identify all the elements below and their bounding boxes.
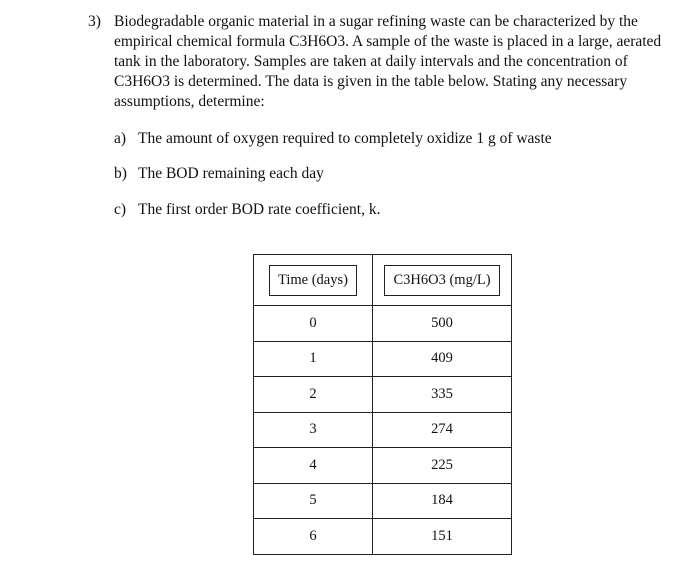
- table-row: [254, 377, 512, 413]
- time-cell: 5: [254, 483, 373, 519]
- part-a-text: The amount of oxygen required to completely oxidize 1 g of waste: [138, 130, 552, 147]
- table-row: [254, 519, 512, 555]
- time-cell: 4: [254, 448, 373, 484]
- part-b-label: b): [114, 165, 127, 182]
- time-cell: 2: [254, 377, 373, 413]
- table-row: [254, 448, 512, 484]
- data-table: [253, 254, 512, 555]
- table-header-row: [254, 255, 512, 306]
- part-c: [114, 201, 380, 219]
- problem-statement: Biodegradable organic material in a sugar refining waste can be characterized by the empirical chemical formula C3H6O3. A sample of the waste is placed in a large, aerated tank in the laboratory. Samples are taken at daily intervals and the concentration of C3H6O3 is determined. The data is given in the table below. Stating any necessary assumptions, determine:: [114, 13, 662, 110]
- problem-number: 3): [88, 13, 101, 30]
- concentration-cell: 184: [373, 483, 512, 519]
- table-row: [254, 412, 512, 448]
- part-c-text: The first order BOD rate coefficient, k.: [138, 201, 381, 218]
- part-a: [114, 130, 552, 148]
- table-row: [254, 341, 512, 377]
- time-cell: 3: [254, 412, 373, 448]
- time-cell: 1: [254, 341, 373, 377]
- part-b: [114, 165, 324, 183]
- concentration-cell: 500: [373, 306, 512, 342]
- header-time: [254, 255, 373, 306]
- part-a-label: a): [114, 130, 127, 147]
- concentration-cell: 274: [373, 412, 512, 448]
- header-time-label: Time (days): [269, 265, 357, 296]
- header-concentration-label: C3H6O3 (mg/L): [384, 265, 499, 296]
- concentration-cell: 409: [373, 341, 512, 377]
- part-b-text: The BOD remaining each day: [138, 165, 324, 182]
- concentration-cell: 225: [373, 448, 512, 484]
- header-concentration: [373, 255, 512, 306]
- table-row: [254, 483, 512, 519]
- table-row: [254, 306, 512, 342]
- time-cell: 6: [254, 519, 373, 555]
- concentration-cell: 335: [373, 377, 512, 413]
- problem-block: [88, 12, 678, 112]
- time-cell: 0: [254, 306, 373, 342]
- concentration-cell: 151: [373, 519, 512, 555]
- part-c-label: c): [114, 201, 127, 218]
